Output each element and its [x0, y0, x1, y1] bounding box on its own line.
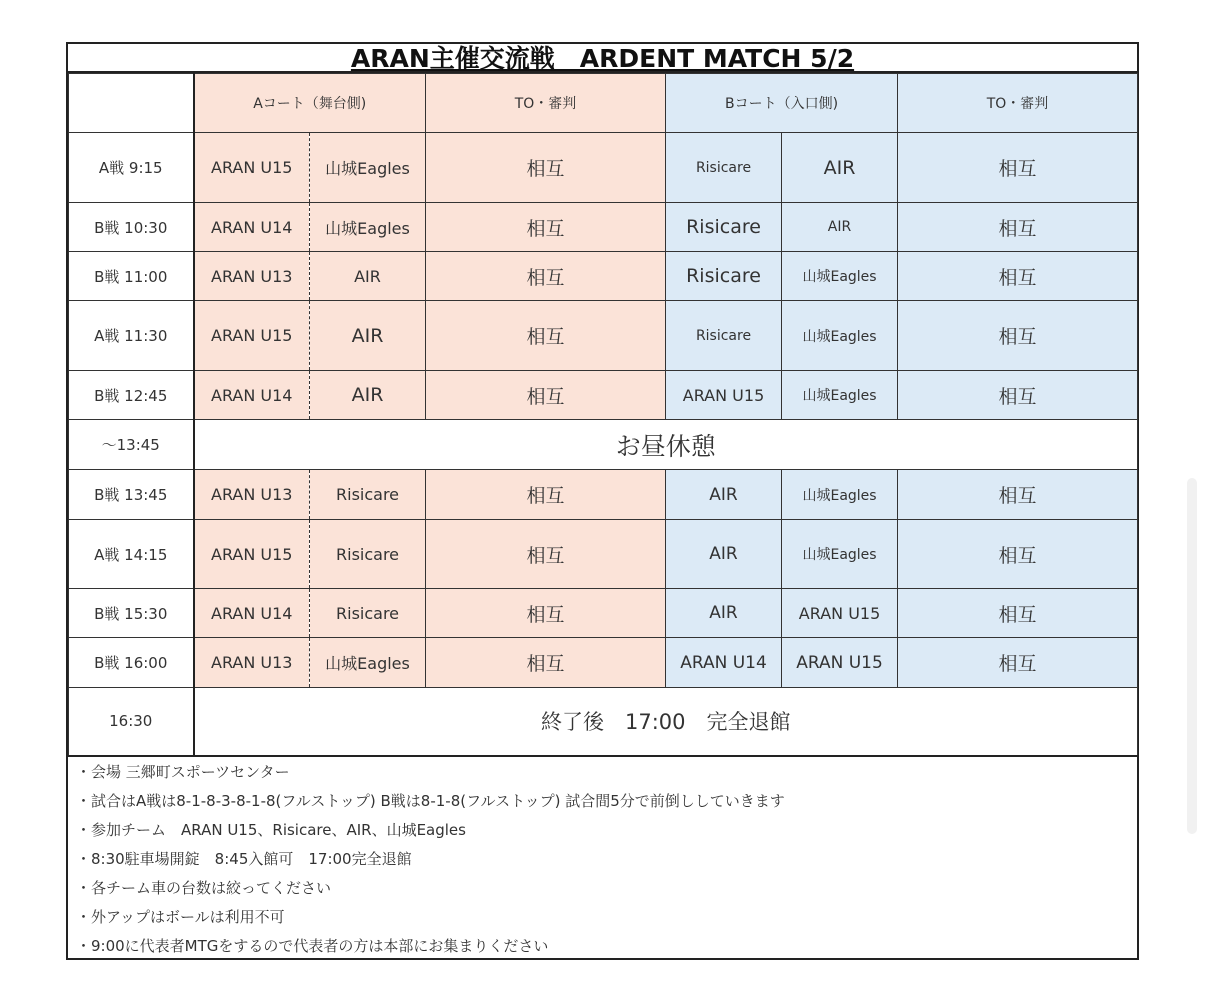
notes-list — [76, 758, 1131, 961]
court-b-team-1: AIR — [666, 520, 782, 589]
sheet-title: ARAN主催交流戦 ARDENT MATCH 5/2 — [68, 44, 1137, 73]
court-b-team-2: ARAN U15 — [782, 638, 898, 688]
court-b-referee: 相互 — [898, 520, 1138, 589]
header-court-b: Bコート（入口側) — [666, 74, 898, 133]
court-a-team-2: 山城Eagles — [310, 203, 426, 252]
table-row — [69, 371, 1138, 420]
match-time: B戦 13:45 — [69, 470, 194, 520]
note-teams: ・参加チーム ARAN U15、Risicare、AIR、山城Eagles — [76, 821, 466, 839]
header-blank — [69, 74, 194, 133]
court-b-referee: 相互 — [898, 252, 1138, 301]
note-meeting: ・9:00に代表者MTGをするので代表者の方は本部にお集まりください — [76, 937, 549, 955]
court-b-team-2: ARAN U15 — [782, 589, 898, 638]
table-row — [69, 470, 1138, 520]
match-time: A戦 14:15 — [69, 520, 194, 589]
table-row — [69, 638, 1138, 688]
table-row — [69, 203, 1138, 252]
schedule-table — [68, 73, 1138, 757]
court-a-team-1: ARAN U14 — [194, 371, 310, 420]
court-a-team-2: AIR — [310, 301, 426, 371]
court-b-referee: 相互 — [898, 203, 1138, 252]
court-a-team-2: Risicare — [310, 589, 426, 638]
match-time: B戦 16:00 — [69, 638, 194, 688]
court-a-team-2: 山城Eagles — [310, 133, 426, 203]
match-time: B戦 11:00 — [69, 252, 194, 301]
table-row — [69, 133, 1138, 203]
court-a-team-2: AIR — [310, 371, 426, 420]
court-a-referee: 相互 — [426, 520, 666, 589]
court-b-team-1: Risicare — [666, 133, 782, 203]
court-b-referee: 相互 — [898, 371, 1138, 420]
court-a-team-2: AIR — [310, 252, 426, 301]
court-b-referee: 相互 — [898, 133, 1138, 203]
note-hours: ・8:30駐車場開錠 8:45入館可 17:00完全退館 — [76, 850, 412, 868]
end-time: 16:30 — [69, 688, 194, 756]
match-time: B戦 15:30 — [69, 589, 194, 638]
court-a-team-1: ARAN U15 — [194, 520, 310, 589]
court-a-referee: 相互 — [426, 203, 666, 252]
court-b-team-1: Risicare — [666, 203, 782, 252]
table-row — [69, 301, 1138, 371]
court-a-team-2: 山城Eagles — [310, 638, 426, 688]
court-a-team-2: Risicare — [310, 470, 426, 520]
court-b-referee: 相互 — [898, 301, 1138, 371]
court-b-team-2: 山城Eagles — [782, 252, 898, 301]
court-b-team-2: 山城Eagles — [782, 301, 898, 371]
court-b-team-2: 山城Eagles — [782, 520, 898, 589]
note-venue: ・会場 三郷町スポーツセンター — [76, 763, 290, 781]
header-to-b: TO・審判 — [898, 74, 1138, 133]
court-a-referee: 相互 — [426, 252, 666, 301]
court-a-team-2: Risicare — [310, 520, 426, 589]
court-b-team-2: 山城Eagles — [782, 470, 898, 520]
court-a-referee: 相互 — [426, 301, 666, 371]
court-b-team-1: Risicare — [666, 301, 782, 371]
court-b-referee: 相互 — [898, 470, 1138, 520]
court-a-team-1: ARAN U13 — [194, 638, 310, 688]
match-time: B戦 10:30 — [69, 203, 194, 252]
note-warmup: ・外アップはボールは利用不可 — [76, 908, 285, 926]
table-row — [69, 252, 1138, 301]
court-b-team-1: Risicare — [666, 252, 782, 301]
match-time: B戦 12:45 — [69, 371, 194, 420]
vertical-scrollbar[interactable] — [1187, 478, 1197, 834]
schedule-sheet — [66, 42, 1139, 960]
court-a-referee: 相互 — [426, 371, 666, 420]
end-label: 終了後 17:00 完全退館 — [194, 688, 1138, 756]
court-a-referee: 相互 — [426, 589, 666, 638]
end-row — [69, 688, 1138, 756]
court-a-team-1: ARAN U13 — [194, 252, 310, 301]
court-b-team-2: 山城Eagles — [782, 371, 898, 420]
table-row — [69, 589, 1138, 638]
court-a-team-1: ARAN U15 — [194, 301, 310, 371]
court-a-team-1: ARAN U14 — [194, 589, 310, 638]
note-match-format: ・試合はA戦は8-1-8-3-8-1-8(フルストップ) B戦は8-1-8(フルストップ) 試合間5分で前倒ししていきます — [76, 792, 785, 810]
header-court-a: Aコート（舞台側) — [194, 74, 426, 133]
court-b-team-1: ARAN U14 — [666, 638, 782, 688]
court-b-team-1: ARAN U15 — [666, 371, 782, 420]
court-b-team-2: AIR — [782, 133, 898, 203]
court-a-team-1: ARAN U14 — [194, 203, 310, 252]
court-b-team-1: AIR — [666, 589, 782, 638]
court-b-referee: 相互 — [898, 589, 1138, 638]
lunch-time: ～13:45 — [69, 420, 194, 470]
lunch-label: お昼休憩 — [194, 420, 1138, 470]
court-a-team-1: ARAN U15 — [194, 133, 310, 203]
lunch-row — [69, 420, 1138, 470]
table-row — [69, 520, 1138, 589]
match-time: A戦 11:30 — [69, 301, 194, 371]
header-to-a: TO・審判 — [426, 74, 666, 133]
header-row — [69, 74, 1138, 133]
match-time: A戦 9:15 — [69, 133, 194, 203]
court-b-team-1: AIR — [666, 470, 782, 520]
court-a-referee: 相互 — [426, 638, 666, 688]
court-b-referee: 相互 — [898, 638, 1138, 688]
court-a-referee: 相互 — [426, 133, 666, 203]
court-a-team-1: ARAN U13 — [194, 470, 310, 520]
court-b-team-2: AIR — [782, 203, 898, 252]
note-cars: ・各チーム車の台数は絞ってください — [76, 879, 332, 897]
court-a-referee: 相互 — [426, 470, 666, 520]
